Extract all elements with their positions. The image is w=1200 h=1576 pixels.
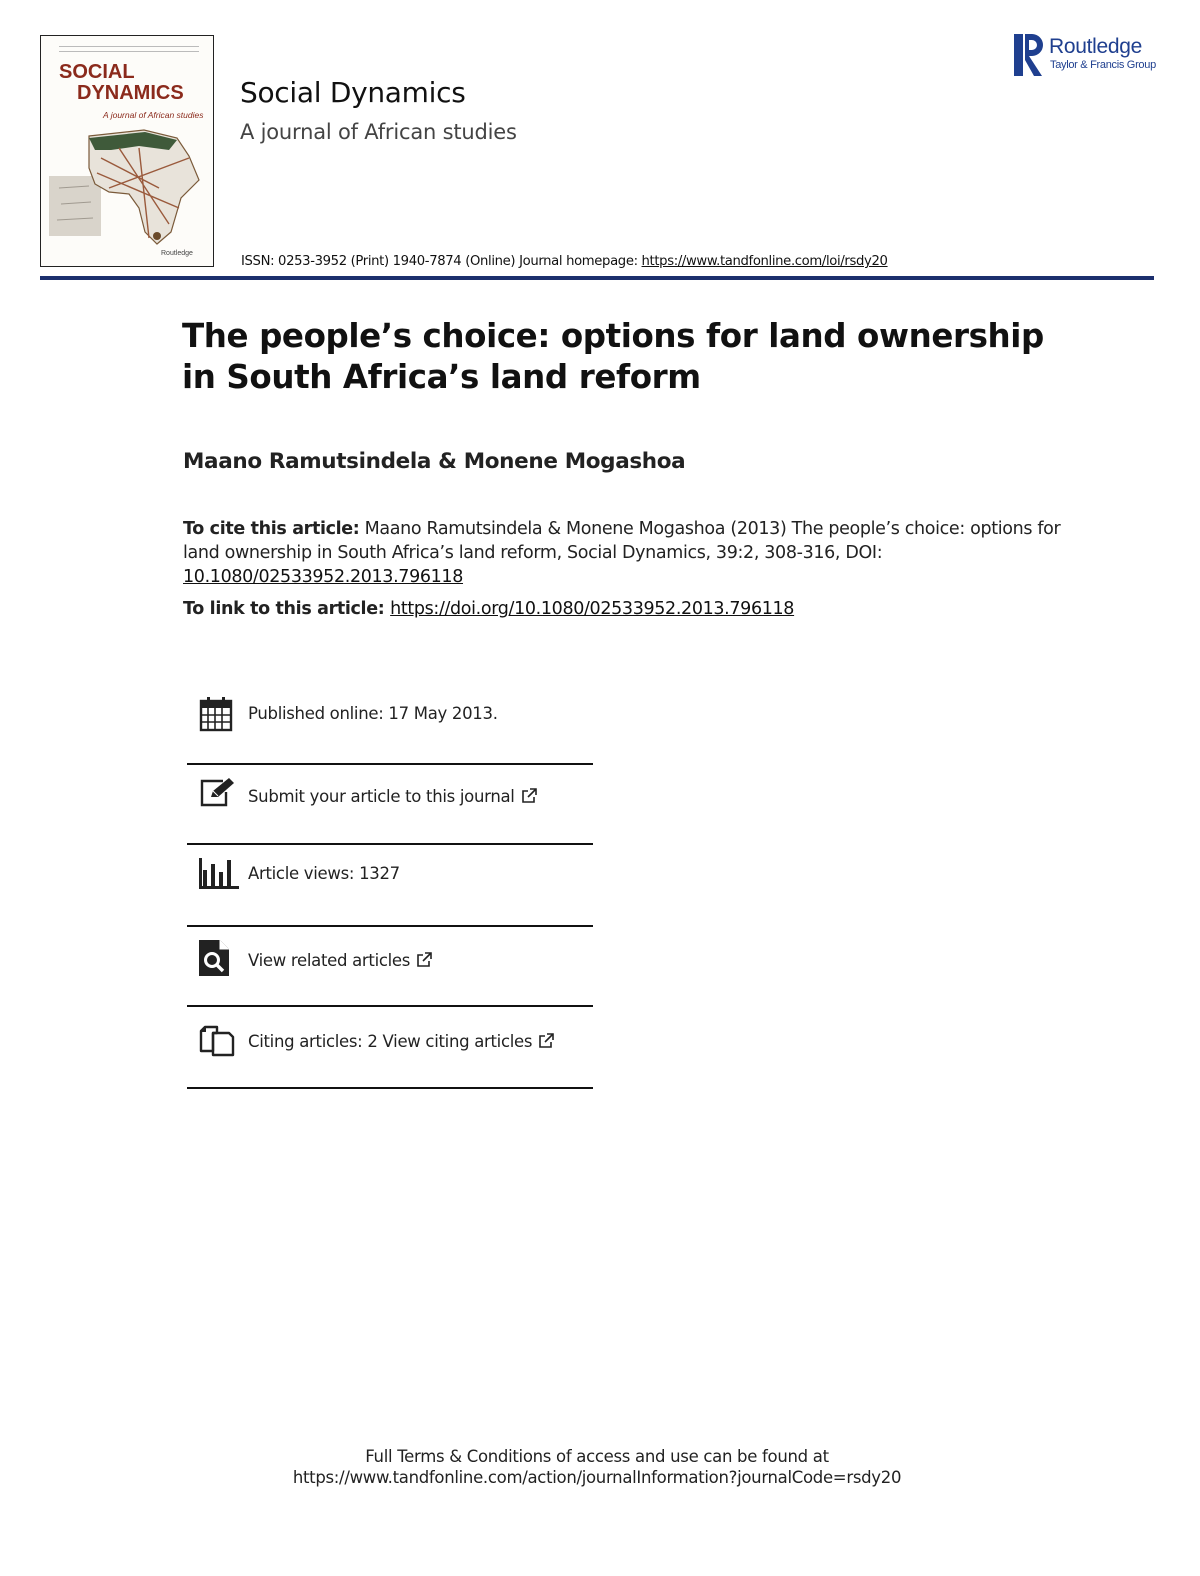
external-link-icon — [416, 952, 432, 968]
submit-label: Submit your article to this journal — [248, 787, 515, 806]
external-link-icon — [538, 1033, 554, 1049]
copy-documents-icon — [199, 1021, 235, 1057]
views-row — [187, 845, 593, 927]
article-link-block — [183, 599, 794, 619]
article-views: Article views: 1327 — [248, 864, 400, 883]
link-label: To link to this article: — [183, 599, 391, 619]
external-link-icon — [521, 788, 537, 804]
article-doi-link[interactable]: https://doi.org/10.1080/02533952.2013.796118 — [390, 599, 795, 619]
related-articles-link[interactable] — [248, 951, 432, 970]
terms-footer — [0, 1446, 1194, 1488]
publisher-group: Taylor & Francis Group — [1050, 59, 1156, 71]
cover-title-line2: DYNAMICS — [77, 82, 184, 104]
routledge-r-icon — [1014, 34, 1044, 76]
published-row — [187, 686, 593, 765]
article-authors: Maano Ramutsindela & Monene Mogashoa — [183, 449, 686, 474]
africa-map-illustration — [49, 128, 209, 248]
journal-homepage-link[interactable]: https://www.tandfonline.com/loi/rsdy20 — [641, 254, 888, 269]
submit-row[interactable] — [187, 765, 593, 845]
cover-title-line1: SOCIAL — [59, 61, 135, 83]
journal-cover-image — [40, 35, 214, 267]
document-search-icon — [199, 940, 229, 976]
publisher-logo[interactable] — [1014, 34, 1164, 78]
cover-subtitle: A journal of African studies — [103, 110, 204, 120]
issn-text: ISSN: 0253-3952 (Print) 1940-7874 (Online) Journal homepage: — [241, 254, 642, 269]
cover-title — [59, 62, 214, 104]
info-divider — [187, 1087, 593, 1089]
published-date: Published online: 17 May 2013. — [248, 704, 498, 723]
citing-articles-link[interactable] — [248, 1032, 554, 1051]
cite-label: To cite this article: — [183, 519, 360, 539]
edit-icon — [199, 778, 235, 808]
terms-text: Full Terms & Conditions of access and use can be found at — [365, 1447, 829, 1466]
journal-subtitle: A journal of African studies — [240, 120, 517, 144]
submit-link[interactable] — [248, 787, 537, 806]
cite-doi-link[interactable]: 10.1080/02533952.2013.796118 — [183, 567, 464, 587]
citing-label: Citing articles: 2 View citing articles — [248, 1032, 533, 1051]
terms-url[interactable]: https://www.tandfonline.com/action/journalInformation?journalCode=rsdy20 — [292, 1468, 902, 1487]
related-label: View related articles — [248, 951, 411, 970]
cover-publisher: Routledge — [161, 250, 193, 257]
citing-row[interactable] — [187, 1007, 593, 1089]
issn-line — [241, 254, 888, 269]
article-info-list — [187, 686, 593, 1089]
header-divider — [40, 276, 1154, 280]
cover-rule — [59, 46, 199, 52]
publisher-name: Routledge — [1049, 35, 1143, 58]
citation-block — [183, 517, 1063, 589]
related-row[interactable] — [187, 927, 593, 1007]
bar-chart-icon — [199, 858, 239, 890]
cite-text: Maano Ramutsindela & Monene Mogashoa (2013) The people’s choice: options for land ownership in South Africa’s land reform, Social Dynamics, 39:2, 308-316, DOI: — [183, 519, 1061, 563]
calendar-icon — [199, 696, 233, 732]
journal-title: Social Dynamics — [240, 76, 466, 109]
article-title: The people’s choice: options for land ownership in South Africa’s land reform — [182, 317, 1044, 396]
